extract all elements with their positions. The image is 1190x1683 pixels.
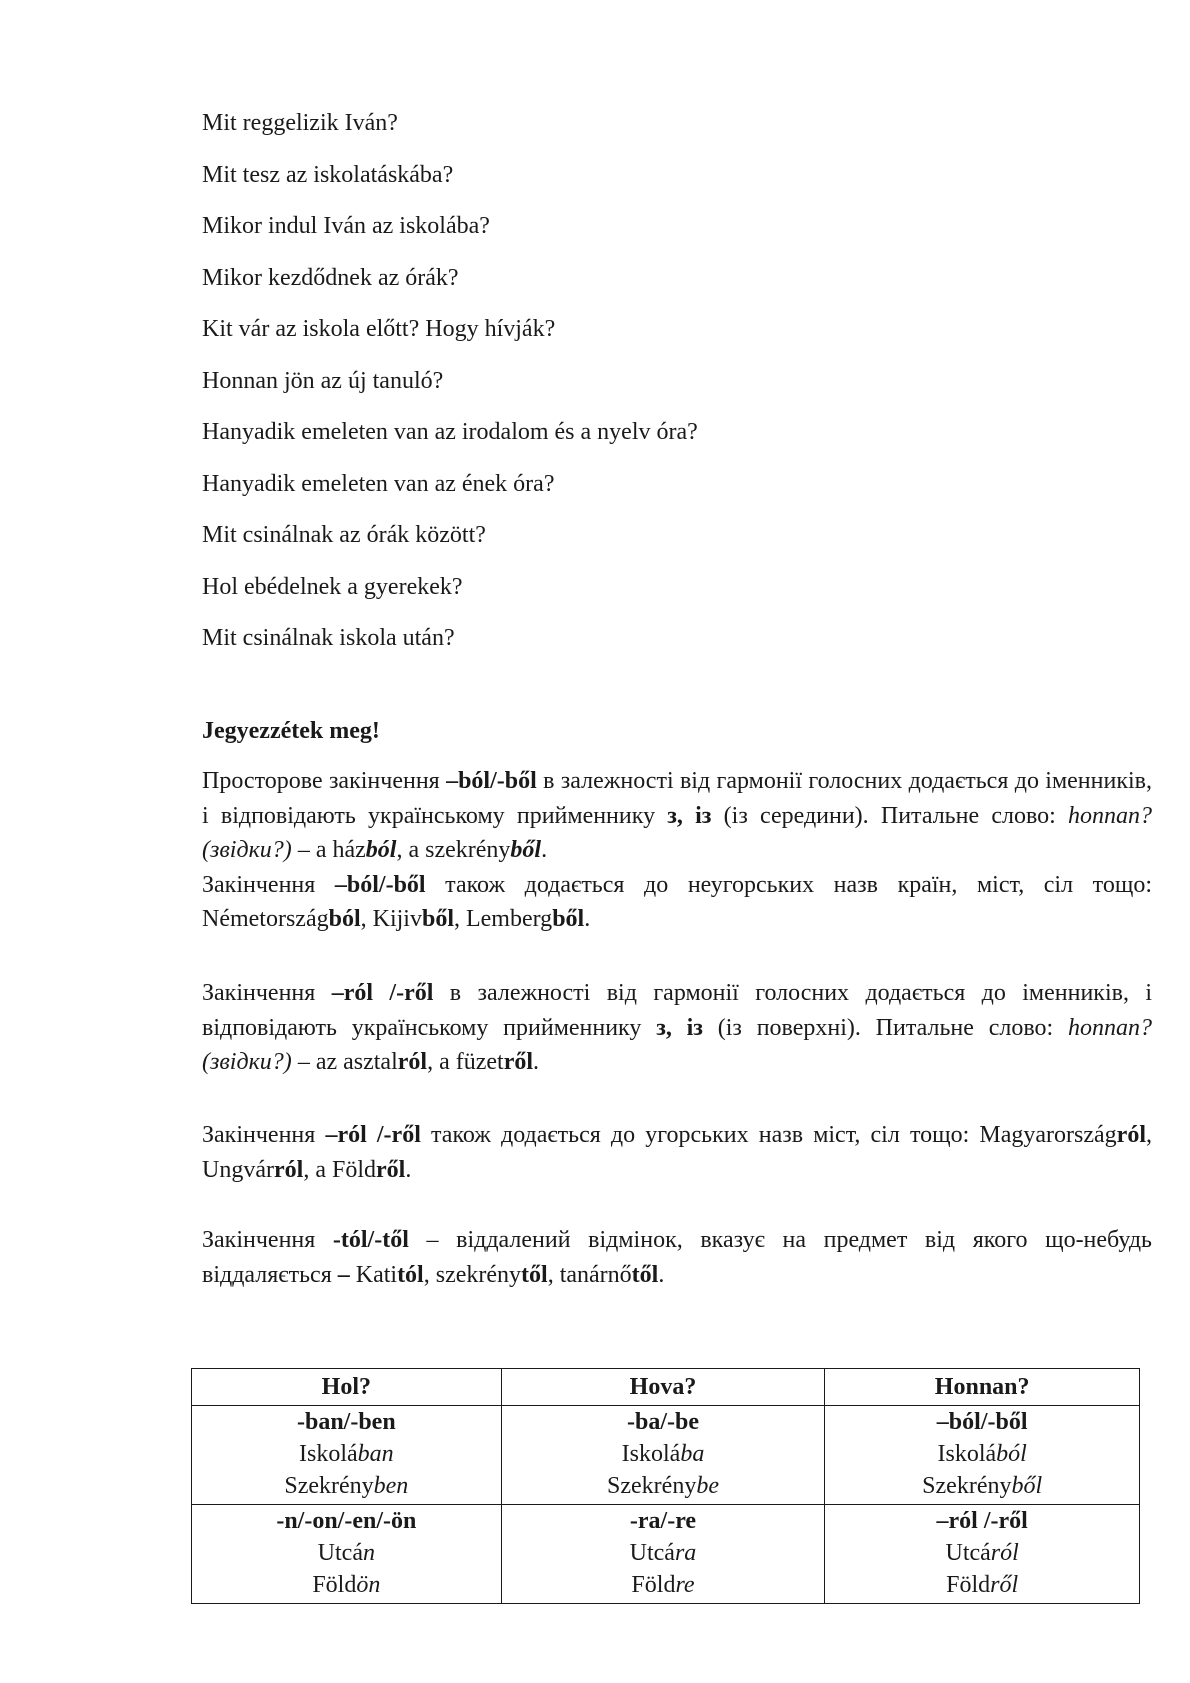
preposition-bold: з, із [656,1014,703,1041]
suffix-bold: ről [503,1049,534,1075]
example-word [829,1438,1135,1470]
suffix-bold: –ból/-ből [446,768,537,794]
example-word [829,1537,1135,1569]
example-word [196,1438,497,1470]
question-item: Mikor kezdődnek az órák? [202,264,459,291]
table-header-row [192,1369,1140,1406]
suffix-bold: ról [273,1156,304,1183]
table-cell [192,1406,502,1505]
suffix-bold: –ból/-ből [334,871,426,898]
suffix-label: -ba/-be [626,1409,699,1435]
question-word-italic: honnan? (звідки?) [202,802,1152,863]
paragraph [202,868,1152,937]
text: . [533,1049,540,1075]
question-item: Honnan jön az új tanuló? [202,367,444,394]
word-stem: Szekrény [922,1473,1012,1499]
word-ending: ból [996,1441,1027,1467]
question-item: Mit csinálnak az órák között? [202,522,486,548]
example-word [829,1569,1135,1601]
paragraph [202,976,1152,1080]
suffix-bold-italic: ből [510,837,542,863]
word-ending: ra [674,1540,697,1566]
suffix-bold: ről [375,1156,406,1183]
word-ending: ba [680,1441,705,1467]
text: Закінчення [202,871,335,898]
text: Закінчення [202,1227,333,1253]
text: – a ház [291,837,366,863]
word-ending: ön [356,1572,381,1598]
word-ending: ről [990,1572,1019,1598]
preposition-bold: з, із [667,802,712,829]
word-stem: Szekrény [607,1473,697,1499]
suffix-bold: től [631,1261,659,1288]
suffix-bold: –ról /-ről [325,1122,421,1148]
word-stem: Utcá [945,1540,991,1566]
example-word [196,1569,497,1601]
word-stem: Föld [631,1572,676,1598]
question-word-italic: honnan? (звідки?) [202,1014,1152,1075]
example-word [829,1470,1135,1502]
paragraph [202,1223,1152,1292]
suffix-label: –ból/-ből [936,1409,1028,1435]
table-cell [192,1505,502,1604]
suffix-bold: ból [328,906,361,932]
grammar-note-bol-bol [202,764,1152,937]
suffix-bold: ből [421,906,454,932]
text: Kati [349,1261,398,1288]
word-ending: be [696,1473,719,1499]
text: , Ungvár [202,1122,1152,1183]
table-cell [825,1505,1140,1604]
text: , a Föld [303,1156,376,1183]
suffix-bold: ról [1116,1122,1146,1148]
example-word [196,1470,497,1502]
word-stem: Szekrény [284,1473,374,1499]
case-suffix-table [191,1368,1140,1604]
text: (із середини). Питальне слово: [711,802,1068,829]
text: також додається до неугорських назв країн, міст, сіл тощо: Németország [202,871,1152,932]
question-item: Mit csinálnak iskola után? [202,625,455,651]
text: . [584,906,591,932]
text: – az asztal [291,1049,398,1075]
text: – віддалений відмінок, вказує на предмет від якого що-небудь віддаляється [202,1227,1152,1288]
table-cell [501,1505,825,1604]
question-item: Kit vár az iskola előtt? Hogy hívják? [202,316,556,342]
question-item: Hol ebédelnek a gyerekek? [202,573,463,600]
word-ending: ből [1011,1473,1043,1499]
text: . [658,1261,665,1288]
word-ending: ban [357,1441,394,1467]
word-stem: Föld [312,1572,357,1598]
suffix-bold-italic: ból [365,837,397,863]
example-word [506,1470,821,1502]
text: в залежності від гармонії голосних додається до іменників, і відповідають українському прийменнику [202,980,1153,1041]
suffix-bold: tól [397,1261,424,1288]
suffix-bold: ből [552,906,585,932]
question-item: Mit reggelizik Iván? [202,110,398,136]
grammar-note-rol-rol [202,976,1152,1080]
dash-bold: – [337,1261,350,1288]
word-stem: Föld [946,1572,991,1598]
example-word [506,1438,821,1470]
suffix-bold: -tól/-től [332,1227,409,1253]
word-stem: Utcá [629,1540,675,1566]
grammar-note-hungarian-places [202,1118,1152,1187]
paragraph [202,1118,1152,1187]
table-row [192,1505,1140,1604]
text: , szekrény [423,1261,522,1288]
table-cell [501,1406,825,1505]
text: , Lemberg [453,906,553,932]
grammar-note-tol-tol [202,1223,1152,1292]
question-item: Mikor indul Iván az iskolába? [202,213,490,239]
example-word [196,1537,497,1569]
text: Просторове закінчення [202,768,447,794]
question-item: Mit tesz az iskolatáskába? [202,161,454,188]
text: . [541,837,548,863]
text: Закінчення [202,980,332,1006]
word-ending: re [675,1572,695,1598]
text: , a szekrény [396,837,511,863]
suffix-bold: –ról /-ről [331,980,434,1006]
word-stem: Iskolá [621,1441,681,1467]
suffix-bold: ról [397,1049,428,1075]
note-heading: Jegyezzétek meg! [202,718,380,744]
question-list [202,98,1102,665]
text: Закінчення [202,1122,326,1148]
example-word [506,1569,821,1601]
paragraph [202,764,1152,868]
text: , tanárnő [547,1261,632,1288]
example-word [506,1537,821,1569]
suffix-label: -ra/-re [629,1508,697,1534]
word-stem: Utcá [317,1540,363,1566]
table-row [192,1406,1140,1505]
text: , a füzet [427,1049,504,1075]
word-stem: Iskolá [937,1441,997,1467]
word-ending: ben [373,1473,409,1499]
word-ending: ról [990,1540,1019,1566]
text: , Kijiv [360,906,422,932]
table-cell [825,1406,1140,1505]
suffix-bold: től [521,1261,548,1288]
text: . [405,1156,412,1183]
word-ending: n [362,1540,375,1566]
text: (із поверхні). Питальне слово: [702,1014,1068,1041]
word-stem: Iskolá [299,1441,358,1467]
column-header-honnan: Honnan? [825,1369,1140,1406]
suffix-label: -n/-on/-en/-ön [276,1508,417,1534]
column-header-hova: Hova? [501,1369,825,1406]
column-header-hol: Hol? [192,1369,502,1406]
suffix-label: -ban/-ben [296,1409,396,1435]
text: в залежності від гармонії голосних додається до іменників, і відповідають українському прийменнику [202,768,1152,829]
suffix-label: –ról /-ről [936,1508,1028,1534]
question-item: Hanyadik emeleten van az irodalom és a nyelv óra? [202,419,698,445]
text: також додається до угорських назв міст, сіл тощо: Magyarország [420,1122,1117,1148]
question-item: Hanyadik emeleten van az ének óra? [202,470,555,497]
